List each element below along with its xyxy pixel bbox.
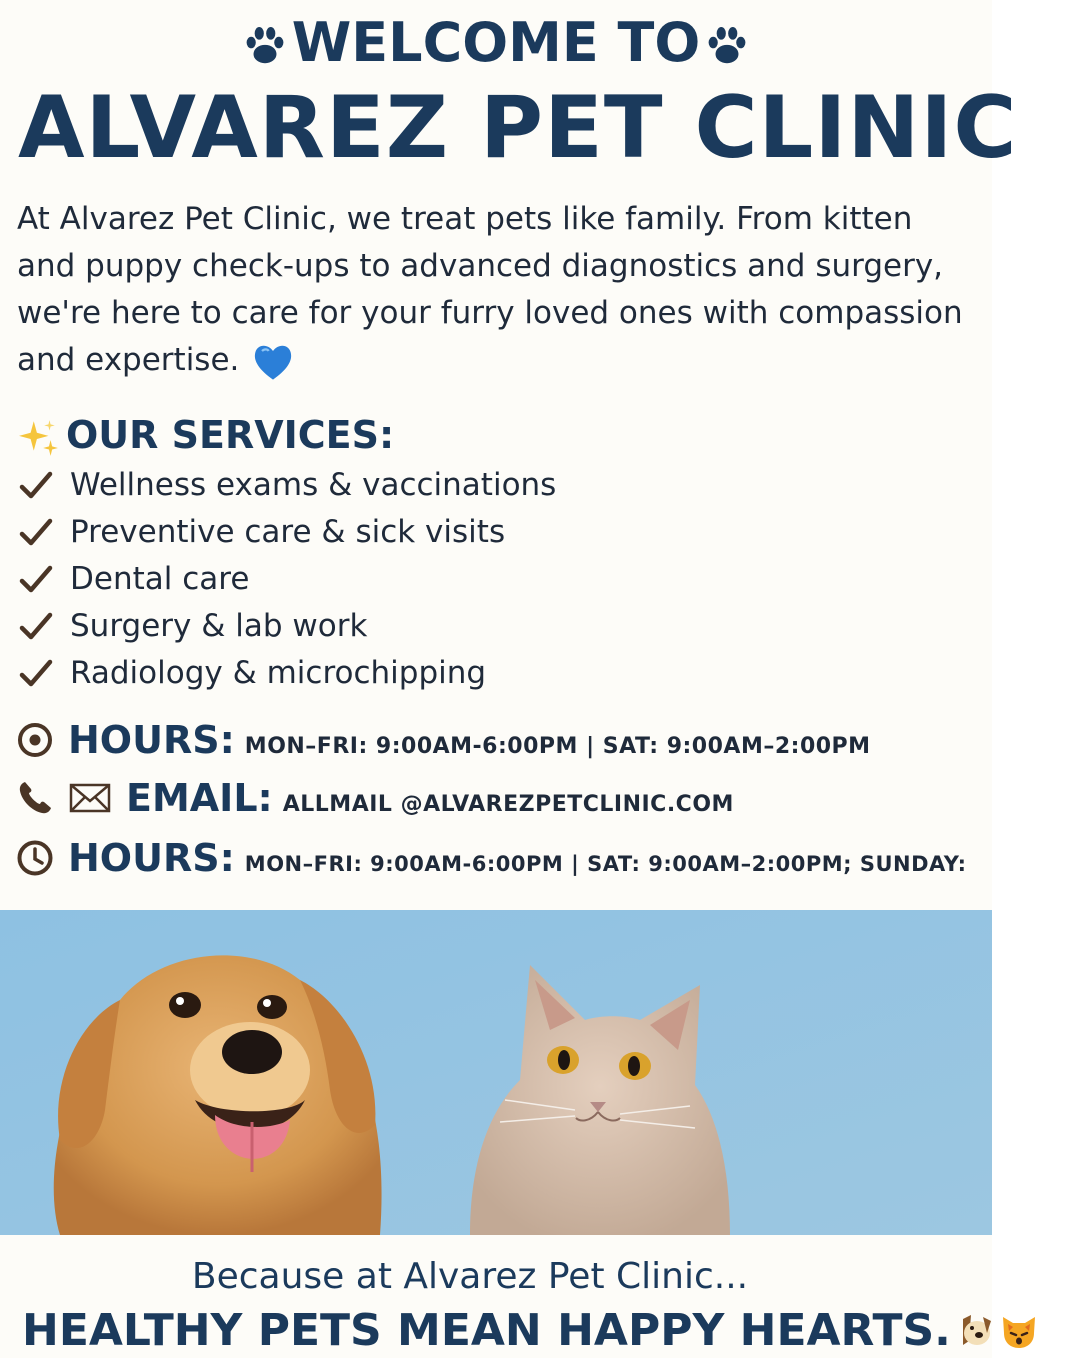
- footer-subline: Because at Alvarez Pet Clinic...: [191, 1256, 749, 1297]
- checkmark-icon: [18, 468, 54, 504]
- phone-icon: [16, 779, 54, 817]
- footer-slogan-text: HEALTHY PETS MEAN HAPPY HEARTS.: [22, 1305, 951, 1356]
- checkmark-icon: [18, 562, 54, 598]
- services-list: [18, 462, 556, 697]
- email-label: EMAIL:: [126, 776, 273, 820]
- intro-line-text: and expertise.: [17, 342, 240, 378]
- hours-value: MON–FRI: 9:00AM-6:00PM | SAT: 9:00AM–2:00PM: [244, 734, 871, 759]
- service-label: Radiology & microchipping: [70, 655, 487, 691]
- list-item: [18, 556, 556, 603]
- envelope-icon: [68, 779, 112, 817]
- checkmark-icon: [18, 515, 54, 551]
- welcome-text: WELCOME TO: [291, 11, 701, 74]
- sparkles-icon: [18, 417, 60, 459]
- hours-value: MON–FRI: 9:00AM-6:00PM | SAT: 9:00AM–2:00PM; SUNDAY:: [244, 852, 967, 876]
- service-label: Preventive care & sick visits: [70, 514, 506, 550]
- list-item: [18, 509, 556, 556]
- hours-row: [16, 836, 967, 880]
- welcome-heading: [0, 12, 992, 74]
- blue-heart-icon: [251, 340, 295, 384]
- radio-circle-icon: [16, 721, 54, 759]
- clock-icon: [16, 839, 54, 877]
- list-item: [18, 603, 556, 650]
- hours-label: HOURS:: [68, 718, 235, 762]
- dog-and-cat-illustration: [0, 910, 992, 1235]
- paw-print-icon: [242, 23, 288, 69]
- intro-line: and puppy check-ups to advanced diagnostics and surgery,: [17, 248, 944, 284]
- hours-label: HOURS:: [68, 836, 235, 880]
- intro-line: we're here to care for your furry loved ones with compassion: [17, 295, 963, 331]
- email-value[interactable]: ALLMAIL @ALVAREZPETCLINIC.COM: [282, 792, 734, 817]
- service-label: Wellness exams & vaccinations: [70, 467, 557, 503]
- services-heading: [18, 410, 394, 460]
- dog-emoji-icon: [955, 1311, 995, 1351]
- footer-slogan: [22, 1304, 1039, 1358]
- checkmark-icon: [18, 609, 54, 645]
- pets-photo: [0, 910, 992, 1235]
- intro-line: At Alvarez Pet Clinic, we treat pets like family. From kitten: [17, 201, 913, 237]
- clinic-title: ALVAREZ PET CLINIC: [18, 78, 1018, 178]
- service-label: Surgery & lab work: [70, 608, 368, 644]
- cat-emoji-icon: [999, 1311, 1039, 1351]
- paw-print-icon: [704, 23, 750, 69]
- intro-line: [17, 337, 977, 384]
- service-label: Dental care: [70, 561, 250, 597]
- hours-row: [16, 718, 871, 762]
- list-item: [18, 462, 556, 509]
- list-item: [18, 650, 556, 697]
- services-heading-text: OUR SERVICES:: [66, 413, 395, 457]
- intro-paragraph: [17, 196, 977, 384]
- checkmark-icon: [18, 656, 54, 692]
- email-row: [16, 776, 734, 820]
